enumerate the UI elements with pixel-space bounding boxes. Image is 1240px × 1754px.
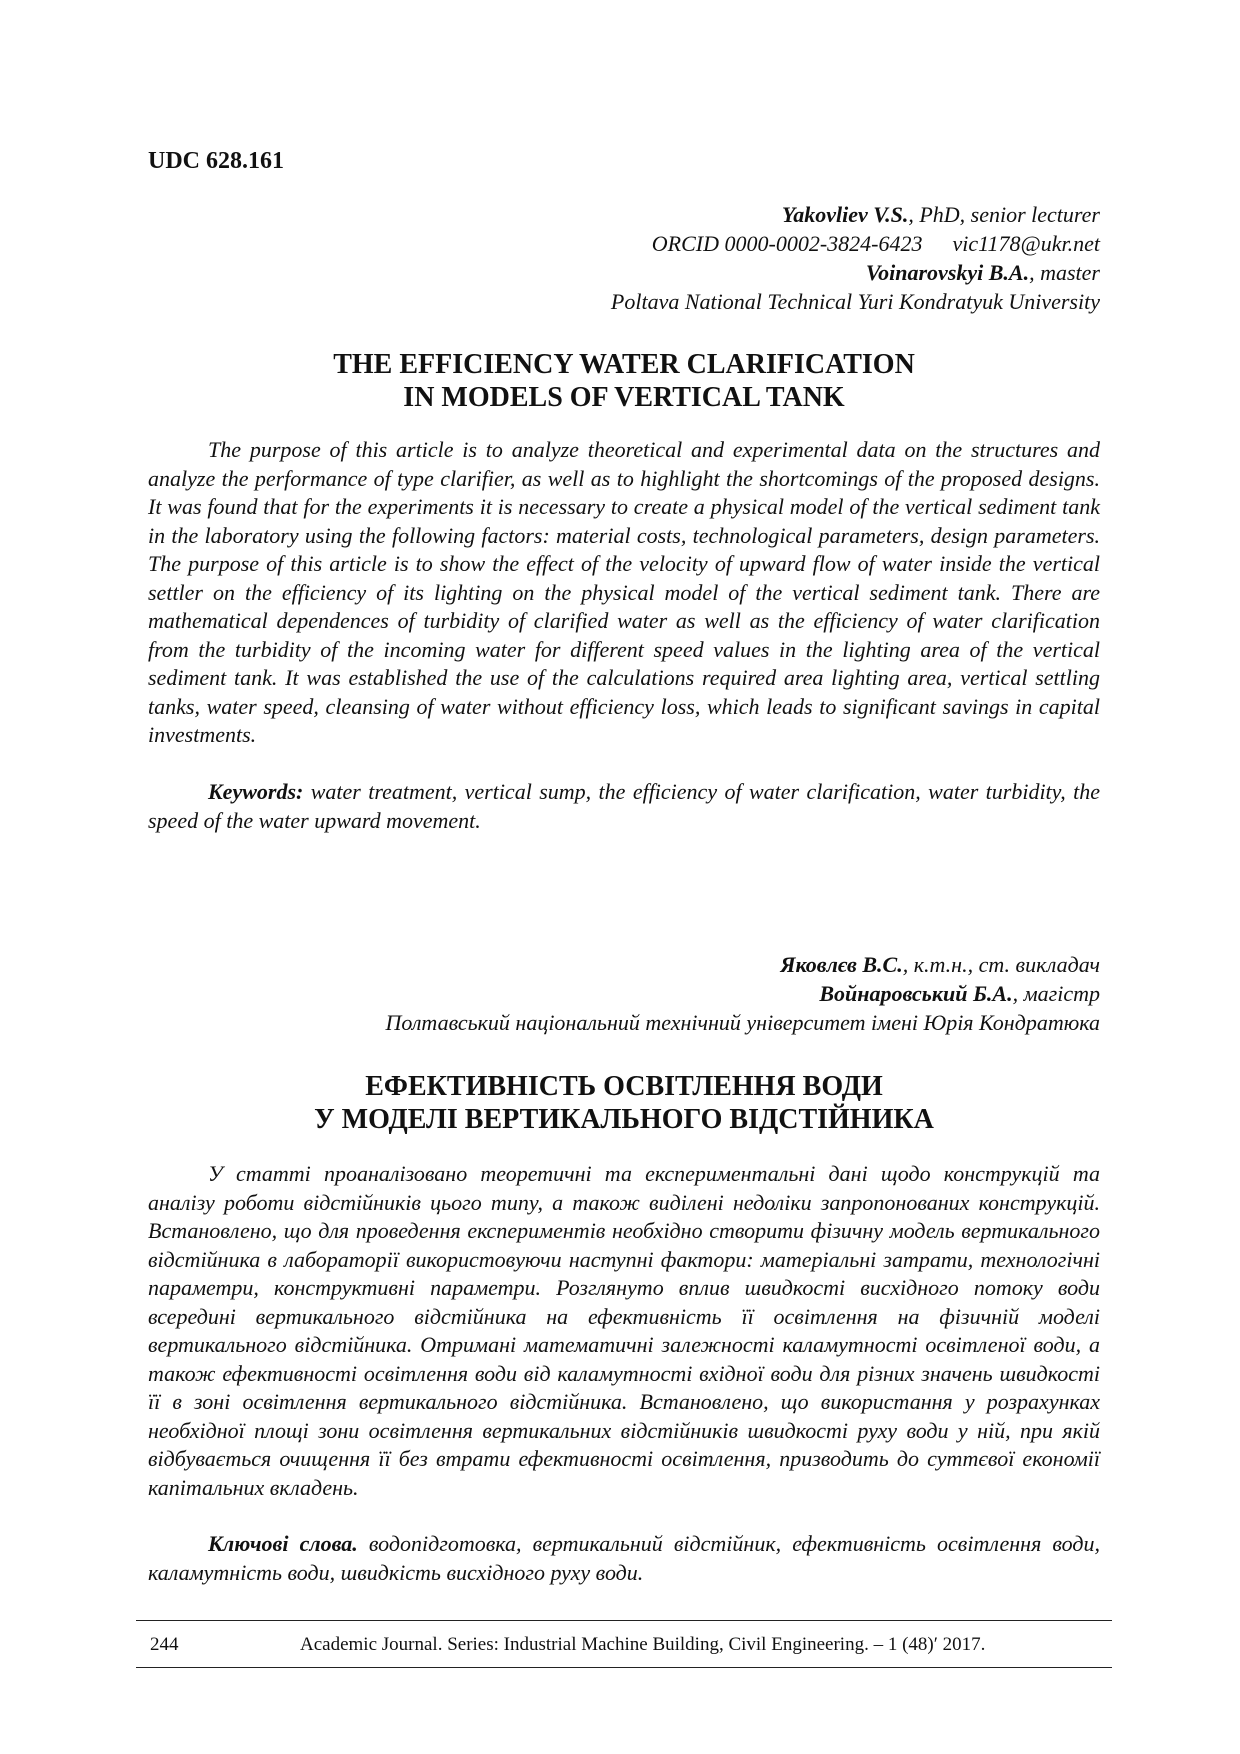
en-author2-name: Voinarovskyi B.A. <box>865 260 1030 285</box>
ua-author2-role: , магістр <box>1012 981 1100 1006</box>
footer-rule-bottom <box>136 1667 1112 1668</box>
udc-code: UDC 628.161 <box>148 148 284 174</box>
en-title-line2: IN MODELS OF VERTICAL TANK <box>403 382 845 413</box>
en-affiliation: Poltava National Technical Yuri Kondratyuk University <box>610 289 1100 314</box>
en-orcid: ORCID 0000-0002-3824-6423 <box>651 231 923 256</box>
en-title-line1: THE EFFICIENCY WATER CLARIFICATION <box>333 349 915 380</box>
ua-author1-line <box>780 952 1100 978</box>
en-keywords <box>148 778 1100 835</box>
en-author2-line <box>866 260 1100 286</box>
en-author1-name: Yakovliev V.S. <box>781 202 909 227</box>
ua-keywords-text: водопідготовка, вертикальний відстійник, ефективність освітлення води, каламутність води, швидкість висхідного руху води. <box>148 1531 1100 1585</box>
ua-affiliation: Полтавський національний технічний університет імені Юрія Кондратюка <box>385 1010 1100 1035</box>
en-keywords-text: water treatment, vertical sump, the efficiency of water clarification, water turbidity, the speed of the water upward movement. <box>148 779 1100 833</box>
ua-author1-name: Яковлєв В.С. <box>780 952 903 977</box>
en-author1-line <box>782 202 1100 228</box>
ua-abstract: У статті проаналізовано теоретичні та експериментальні дані щодо конструкцій та аналізу роботи відстійників цього типу, а також виділені недоліки запропонованих конструкцій. Встановлено, що для проведення експериментів необхідно створити фізичну модель вертикального відстійника в лабораторії використовуючи наступні фактори: матеріальні затрати, технологічні параметри, конструктивні параметри. Розглянуто вплив швидкості висхідного потоку води всередині вертикального відстійника на ефективність її освітлення на фізичній моделі вертикального відстійника. Отримані математичні залежності каламутності освітленої води, а також ефективності освітлення води від каламутності вхідної води для різних значень швидкості її в зоні освітлення вертикального відстійника. Встановлено, що використання у розрахунках необхідної площі зони освітлення вертикальних відстійників швидкості руху води у ній, при якій відбувається очищення її без втрати ефективності освітлення, призводить до суттєвої економії капітальних вкладень. <box>148 1161 1100 1500</box>
en-author1-role: , PhD, senior lecturer <box>908 202 1100 227</box>
en-keywords-label: Keywords: <box>208 779 304 804</box>
ua-author2-line <box>819 981 1100 1007</box>
ua-keywords <box>148 1530 1100 1587</box>
ua-keywords-label: Ключові слова. <box>208 1531 358 1556</box>
ua-author2-name: Войнаровський Б.А. <box>819 981 1013 1006</box>
ua-author1-role: , к.т.н., ст. викладач <box>902 952 1100 977</box>
page-number: 244 <box>150 1634 179 1655</box>
ua-title-line2: У МОДЕЛІ ВЕРТИКАЛЬНОГО ВІДСТІЙНИКА <box>314 1104 934 1135</box>
en-email[interactable]: vic1178@ukr.net <box>952 231 1100 256</box>
ua-title-line1: ЕФЕКТИВНІСТЬ ОСВІТЛЕННЯ ВОДИ <box>365 1071 883 1102</box>
journal-citation: Academic Journal. Series: Industrial Machine Building, Civil Engineering. – 1 (48)′ 2017. <box>300 1634 986 1655</box>
en-orcid-line <box>652 231 1100 257</box>
en-author2-role: , master <box>1029 260 1100 285</box>
footer-rule-top <box>136 1620 1112 1621</box>
en-abstract: The purpose of this article is to analyze theoretical and experimental data on the structures and analyze the performance of type clarifier, as well as to highlight the shortcomings of the proposed designs. It was found that for the experiments it is necessary to create a physical model of the vertical sediment tank in the laboratory using the following factors: material costs, technological parameters, design parameters. The purpose of this article is to show the effect of the velocity of upward flow of water inside the vertical settler on the efficiency of its lighting on the physical model of the vertical sediment tank. There are mathematical dependences of turbidity of clarified water as well as the efficiency of water clarification from the turbidity of the incoming water for different speed values in the lighting area of the vertical sediment tank. It was established the use of the calculations required area lighting area, vertical settling tanks, water speed, cleansing of water without efficiency loss, which leads to significant savings in capital investments. <box>148 437 1100 747</box>
